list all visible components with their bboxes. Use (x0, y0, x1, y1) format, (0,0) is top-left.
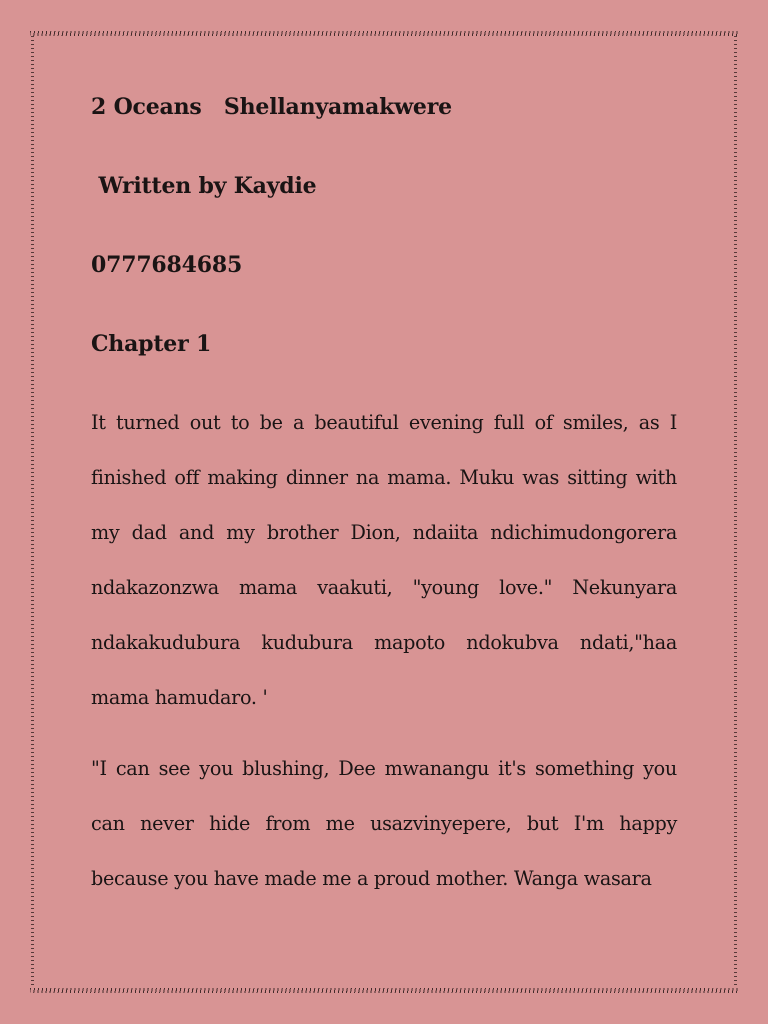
page-border-top (30, 31, 738, 36)
author-line: Written by Kaydie (91, 173, 317, 199)
story-title: 2 Oceans Shellanyamakwere (91, 94, 452, 120)
page-border-bottom (30, 988, 738, 993)
page-border-right (734, 36, 737, 988)
paragraph: It turned out to be a beautiful evening full of smiles, as I finished off making dinner na mama. Muku was sitting with my dad and my brother Dion, ndaiita ndichimudongorera ndakazonzwa mama vaakuti, "young love." Nekunyara ndakakudubura kudubura mapoto ndokubva ndati,"haa mama hamudaro. ' (91, 411, 677, 709)
paragraph: "I can see you blushing, Dee mwanangu it's something you can never hide from me usazvinyepere, but I'm happy because you have made me a proud mother. Wanga wasara (91, 757, 677, 890)
chapter-heading: Chapter 1 (91, 331, 212, 357)
phone-number: 0777684685 (91, 252, 243, 278)
page-border-left (31, 36, 34, 988)
